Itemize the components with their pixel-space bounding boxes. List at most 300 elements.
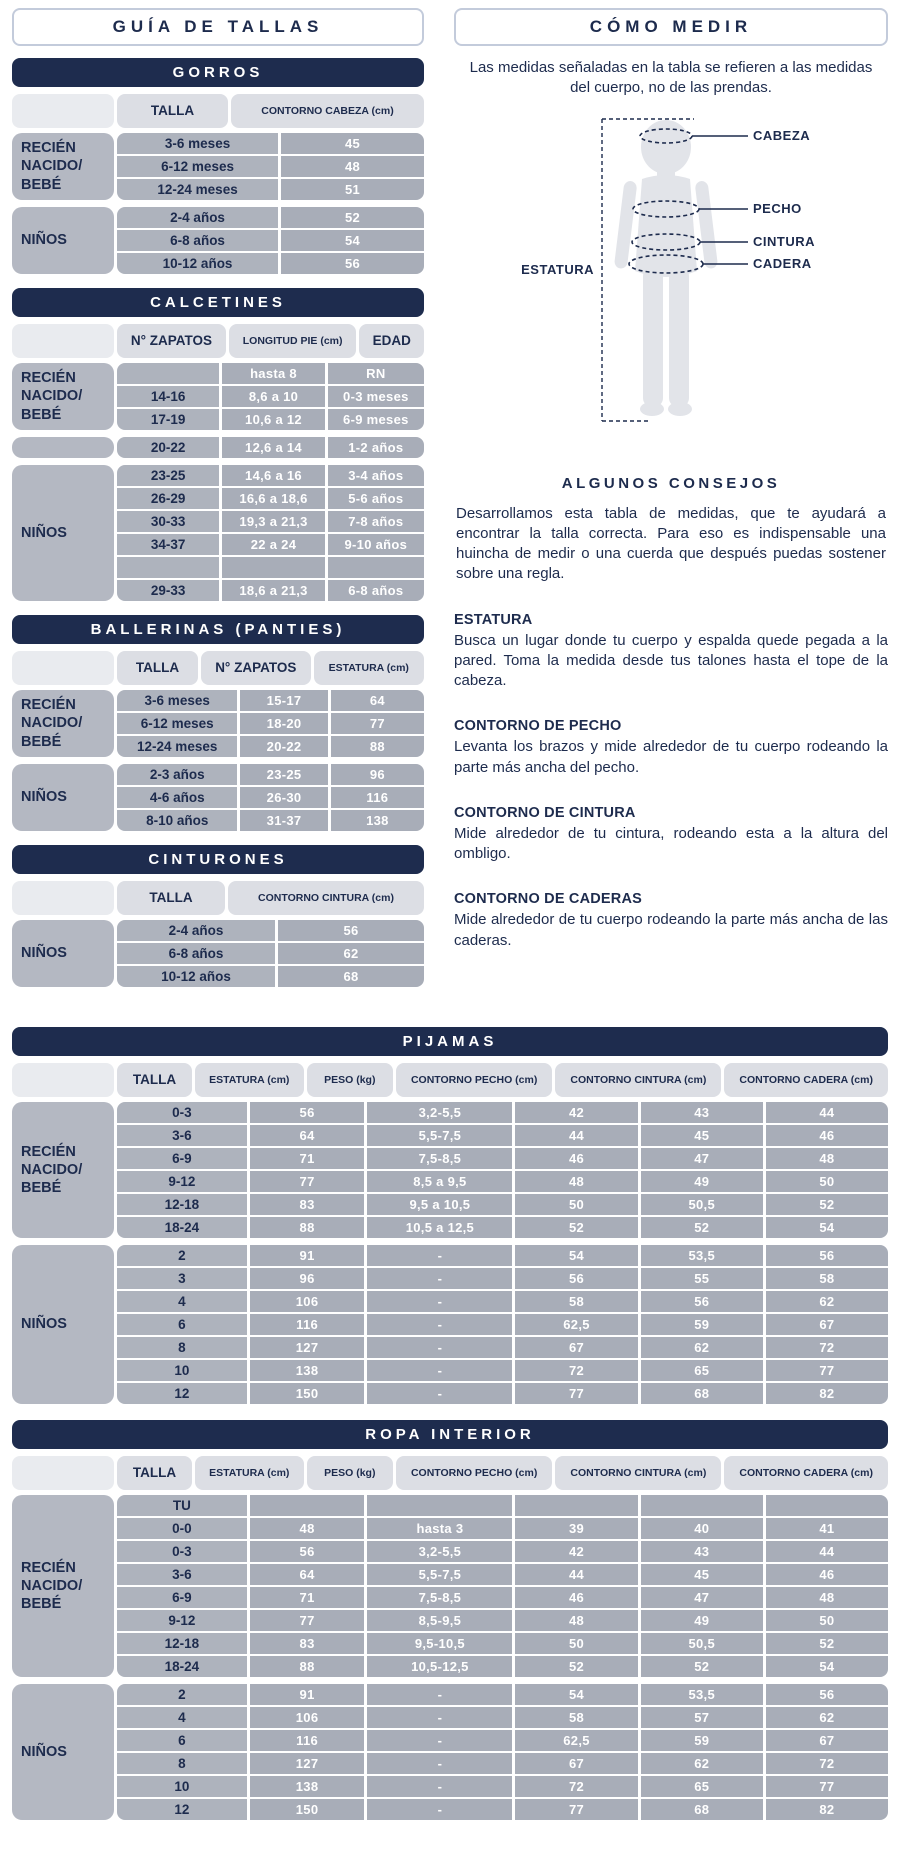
group-rows (117, 207, 424, 274)
value-cell: 10,5-12,5 (367, 1656, 512, 1677)
size-cell: 3-6 (117, 1125, 247, 1146)
table-row (117, 1684, 888, 1705)
value-cell: 88 (250, 1217, 365, 1238)
value-cell: 71 (250, 1148, 365, 1169)
size-cell: 3 (117, 1268, 247, 1289)
value-cell: 1-2 años (328, 437, 424, 458)
value-cell: 9-10 años (328, 534, 424, 555)
value-cell: 67 (515, 1753, 637, 1774)
table-group (12, 690, 424, 757)
size-table-ropa-interior (12, 1420, 888, 1820)
table-title-ballerinas: BALLERINAS (PANTIES) (12, 615, 424, 644)
value-cell: 127 (250, 1753, 365, 1774)
value-cell: 58 (766, 1268, 888, 1289)
size-cell: 10-12 años (117, 966, 275, 987)
table-row (117, 764, 424, 785)
table-row (117, 1799, 888, 1820)
table-title-calcetines: CALCETINES (12, 288, 424, 317)
column-header: PESO (kg) (307, 1456, 393, 1490)
size-cell: 0-0 (117, 1518, 247, 1539)
value-cell: 56 (278, 920, 424, 941)
value-cell: 23-25 (240, 764, 327, 785)
value-cell: 77 (515, 1383, 637, 1404)
value-cell: 83 (250, 1633, 365, 1654)
value-cell: 16,6 a 18,6 (222, 488, 324, 509)
column-header: ESTATURA (cm) (195, 1456, 304, 1490)
value-cell: 68 (278, 966, 424, 987)
value-cell: 39 (515, 1518, 637, 1539)
value-cell: 3-4 años (328, 465, 424, 486)
column-header: CONTORNO CADERA (cm) (724, 1063, 888, 1097)
size-cell: 8 (117, 1753, 247, 1774)
value-cell: 82 (766, 1383, 888, 1404)
table-group (12, 1245, 888, 1404)
value-cell: 65 (641, 1776, 763, 1797)
value-cell: - (367, 1730, 512, 1751)
group-rows (117, 133, 424, 200)
value-cell: 10,5 a 12,5 (367, 1217, 512, 1238)
table-group (12, 764, 424, 831)
table-corner-cell (12, 94, 114, 128)
value-cell: 52 (515, 1656, 637, 1677)
column-header: ESTATURA (cm) (314, 651, 424, 685)
value-cell: 50 (515, 1194, 637, 1215)
child-silhouette-figure (456, 109, 886, 461)
table-header-row (12, 1456, 888, 1490)
group-label: RECIÉN NACIDO/ BEBÉ (12, 690, 114, 757)
table-row (117, 1291, 888, 1312)
size-cell: 20-22 (117, 437, 219, 458)
table-row (117, 1656, 888, 1677)
value-cell: 45 (641, 1125, 763, 1146)
table-header-row (12, 324, 424, 358)
value-cell: 47 (641, 1587, 763, 1608)
value-cell: 116 (250, 1730, 365, 1751)
table-row (117, 1633, 888, 1654)
column-header: CONTORNO CINTURA (cm) (555, 1063, 721, 1097)
size-table-ballerinas (12, 615, 424, 831)
value-cell: 62,5 (515, 1314, 637, 1335)
size-table-pijamas (12, 1027, 888, 1404)
size-cell: 0-3 (117, 1541, 247, 1562)
table-row (117, 713, 424, 734)
value-cell (328, 557, 424, 578)
value-cell: 54 (515, 1684, 637, 1705)
value-cell (641, 1495, 763, 1516)
cadera-label: CADERA (753, 255, 812, 271)
value-cell: 138 (250, 1360, 365, 1381)
value-cell: - (367, 1337, 512, 1358)
size-cell: 6-8 años (117, 230, 278, 251)
value-cell: 106 (250, 1291, 365, 1312)
pecho-label: PECHO (753, 200, 802, 216)
table-header-row (12, 1063, 888, 1097)
value-cell: 52 (641, 1656, 763, 1677)
measure-section-heading: CONTORNO DE PECHO (454, 718, 622, 735)
size-cell: 6 (117, 1314, 247, 1335)
value-cell: 31-37 (240, 810, 327, 831)
value-cell: 127 (250, 1337, 365, 1358)
table-row (117, 557, 424, 578)
table-row (117, 1776, 888, 1797)
tips-text: Desarrollamos esta tabla de medidas, que te ayudará a encontrar la talla correcta. Para eso es indispensable una huincha de medir o una cuerda que después puedas sostener sobre una regla. (456, 504, 886, 583)
table-group (12, 207, 424, 274)
table-row (117, 534, 424, 555)
size-cell: 26-29 (117, 488, 219, 509)
table-row (117, 1194, 888, 1215)
value-cell: 5-6 años (328, 488, 424, 509)
size-cell: 30-33 (117, 511, 219, 532)
column-header: ESTATURA (cm) (195, 1063, 304, 1097)
table-row (117, 690, 424, 711)
table-row (117, 1610, 888, 1631)
value-cell: 43 (641, 1102, 763, 1123)
table-corner-cell (12, 881, 114, 915)
value-cell: 20-22 (240, 736, 327, 757)
table-row (117, 1148, 888, 1169)
value-cell: 50 (515, 1633, 637, 1654)
value-cell: 77 (250, 1610, 365, 1631)
table-group (12, 920, 424, 987)
column-header: CONTORNO PECHO (cm) (396, 1063, 552, 1097)
table-corner-cell (12, 1063, 114, 1097)
table-row (117, 1564, 888, 1585)
measure-section-cintura (454, 805, 888, 865)
value-cell: 116 (331, 787, 424, 808)
table-row (117, 511, 424, 532)
value-cell: 8,5 a 9,5 (367, 1171, 512, 1192)
table-group (12, 437, 424, 458)
value-cell: 26-30 (240, 787, 327, 808)
value-cell: 71 (250, 1587, 365, 1608)
value-cell: 42 (515, 1102, 637, 1123)
column-header: N° ZAPATOS (117, 324, 226, 358)
value-cell: 18,6 a 21,3 (222, 580, 324, 601)
value-cell: 77 (766, 1360, 888, 1381)
value-cell: 77 (766, 1776, 888, 1797)
value-cell: 83 (250, 1194, 365, 1215)
table-row (117, 1102, 888, 1123)
column-header: LONGITUD PIE (cm) (229, 324, 357, 358)
value-cell: 77 (515, 1799, 637, 1820)
column-header: CONTORNO CABEZA (cm) (231, 94, 424, 128)
size-cell: 8 (117, 1337, 247, 1358)
value-cell: 72 (766, 1753, 888, 1774)
group-label: NIÑOS (12, 764, 114, 831)
value-cell: 8,6 a 10 (222, 386, 324, 407)
table-group (12, 133, 424, 200)
value-cell: 62,5 (515, 1730, 637, 1751)
value-cell: 41 (766, 1518, 888, 1539)
group-rows (117, 465, 424, 601)
table-header-row (12, 881, 424, 915)
value-cell: hasta 3 (367, 1518, 512, 1539)
value-cell: 50,5 (641, 1633, 763, 1654)
table-row (117, 1518, 888, 1539)
value-cell: 64 (250, 1125, 365, 1146)
measure-section-heading: CONTORNO DE CADERAS (454, 891, 643, 908)
value-cell: 72 (515, 1360, 637, 1381)
column-header: CONTORNO PECHO (cm) (396, 1456, 552, 1490)
value-cell: 53,5 (641, 1684, 763, 1705)
group-rows (117, 1245, 888, 1404)
table-row (117, 133, 424, 154)
size-cell: 9-12 (117, 1610, 247, 1631)
value-cell: 6-9 meses (328, 409, 424, 430)
table-row (117, 1383, 888, 1404)
group-label (12, 437, 114, 458)
value-cell: - (367, 1684, 512, 1705)
table-row (117, 230, 424, 251)
measure-section-heading: CONTORNO DE CINTURA (454, 804, 636, 821)
value-cell: 50 (766, 1610, 888, 1631)
value-cell: 56 (641, 1291, 763, 1312)
value-cell: 54 (766, 1656, 888, 1677)
value-cell: 64 (331, 690, 424, 711)
value-cell (222, 557, 324, 578)
value-cell: 56 (250, 1541, 365, 1562)
value-cell: 45 (281, 133, 424, 154)
table-corner-cell (12, 651, 114, 685)
group-rows (117, 764, 424, 831)
value-cell: 54 (515, 1245, 637, 1266)
column-header: N° ZAPATOS (201, 651, 311, 685)
table-corner-cell (12, 324, 114, 358)
column-header: TALLA (117, 94, 228, 128)
measure-section-text: Busca un lugar donde tu cuerpo y espalda quede pegada a la pared. Toma la medida desde tus talones hasta el tope de la cabeza. (454, 631, 888, 689)
value-cell: 82 (766, 1799, 888, 1820)
column-header: CONTORNO CADERA (cm) (724, 1456, 888, 1490)
group-label: RECIÉN NACIDO/ BEBÉ (12, 1495, 114, 1677)
column-header: TALLA (117, 1063, 192, 1097)
table-row (117, 1125, 888, 1146)
how-to-measure-title: CÓMO MEDIR (454, 8, 888, 46)
value-cell: 50,5 (641, 1194, 763, 1215)
value-cell: 48 (281, 156, 424, 177)
measure-section-pecho (454, 718, 888, 778)
table-row (117, 156, 424, 177)
value-cell: - (367, 1360, 512, 1381)
value-cell: 46 (766, 1564, 888, 1585)
value-cell: 44 (766, 1541, 888, 1562)
size-cell: 12-24 meses (117, 179, 278, 200)
value-cell: 72 (515, 1776, 637, 1797)
value-cell: hasta 8 (222, 363, 324, 384)
group-rows (117, 920, 424, 987)
table-header-row (12, 651, 424, 685)
value-cell: 150 (250, 1383, 365, 1404)
value-cell: 5,5-7,5 (367, 1125, 512, 1146)
measure-intro-text: Las medidas señaladas en la tabla se refieren a las medidas del cuerpo, no de las prendas. (469, 59, 873, 97)
size-cell: 6-9 (117, 1587, 247, 1608)
table-row (117, 943, 424, 964)
size-cell: 18-24 (117, 1217, 247, 1238)
size-cell: 3-6 meses (117, 133, 278, 154)
group-rows (117, 690, 424, 757)
value-cell: 54 (281, 230, 424, 251)
size-cell: 2 (117, 1684, 247, 1705)
value-cell: 52 (515, 1217, 637, 1238)
group-label: NIÑOS (12, 1245, 114, 1404)
value-cell: 91 (250, 1684, 365, 1705)
body-measurement-diagram (454, 109, 888, 461)
group-label: RECIÉN NACIDO/ BEBÉ (12, 1102, 114, 1238)
size-cell: 14-16 (117, 386, 219, 407)
table-title-ropa_interior: ROPA INTERIOR (12, 1420, 888, 1449)
table-row (117, 1337, 888, 1358)
value-cell: RN (328, 363, 424, 384)
table-row (117, 1753, 888, 1774)
value-cell: 40 (641, 1518, 763, 1539)
size-cell: 4 (117, 1707, 247, 1728)
value-cell (250, 1495, 365, 1516)
table-group (12, 465, 424, 601)
table-row (117, 465, 424, 486)
table-group (12, 1102, 888, 1238)
group-label: RECIÉN NACIDO/ BEBÉ (12, 133, 114, 200)
value-cell: 52 (641, 1217, 763, 1238)
value-cell: 48 (515, 1171, 637, 1192)
measure-section-caderas (454, 891, 888, 951)
table-row (117, 1587, 888, 1608)
table-row (117, 966, 424, 987)
group-label: NIÑOS (12, 465, 114, 601)
size-cell: 2-4 años (117, 920, 275, 941)
value-cell: 5,5-7,5 (367, 1564, 512, 1585)
group-label: NIÑOS (12, 207, 114, 274)
size-cell: 6-12 meses (117, 156, 278, 177)
value-cell: 15-17 (240, 690, 327, 711)
value-cell: 62 (641, 1337, 763, 1358)
value-cell: 96 (250, 1268, 365, 1289)
value-cell: 56 (766, 1245, 888, 1266)
value-cell: 46 (515, 1587, 637, 1608)
value-cell: 57 (641, 1707, 763, 1728)
table-title-gorros: GORROS (12, 58, 424, 87)
value-cell: - (367, 1314, 512, 1335)
value-cell: 56 (515, 1268, 637, 1289)
size-cell: 4-6 años (117, 787, 237, 808)
size-cell: 8-10 años (117, 810, 237, 831)
value-cell: 62 (278, 943, 424, 964)
column-header: CONTORNO CINTURA (cm) (228, 881, 424, 915)
cabeza-label: CABEZA (753, 127, 811, 143)
value-cell: 58 (515, 1291, 637, 1312)
size-cell: 12 (117, 1383, 247, 1404)
value-cell: 9,5 a 10,5 (367, 1194, 512, 1215)
value-cell: 6-8 años (328, 580, 424, 601)
value-cell: 43 (641, 1541, 763, 1562)
value-cell: 50 (766, 1171, 888, 1192)
value-cell (766, 1495, 888, 1516)
table-row (117, 207, 424, 228)
value-cell: 77 (250, 1171, 365, 1192)
size-cell: 12-18 (117, 1633, 247, 1654)
value-cell: 116 (250, 1314, 365, 1335)
value-cell: 52 (766, 1633, 888, 1654)
value-cell (515, 1495, 637, 1516)
group-rows (117, 363, 424, 430)
value-cell: 77 (331, 713, 424, 734)
table-row (117, 488, 424, 509)
table-row (117, 1171, 888, 1192)
value-cell: 91 (250, 1245, 365, 1266)
value-cell: 55 (641, 1268, 763, 1289)
value-cell: 53,5 (641, 1245, 763, 1266)
value-cell: 138 (331, 810, 424, 831)
size-cell: 4 (117, 1291, 247, 1312)
group-label: RECIÉN NACIDO/ BEBÉ (12, 363, 114, 430)
table-row (117, 363, 424, 384)
size-cell: 12 (117, 1799, 247, 1820)
group-rows (117, 437, 424, 458)
value-cell: 56 (281, 253, 424, 274)
size-cell: 6 (117, 1730, 247, 1751)
size-cell: 23-25 (117, 465, 219, 486)
value-cell: 0-3 meses (328, 386, 424, 407)
top-two-column-area (12, 8, 888, 1001)
value-cell: 54 (766, 1217, 888, 1238)
child-silhouette (614, 120, 718, 416)
size-cell: 9-12 (117, 1171, 247, 1192)
estatura-label: ESTATURA (521, 261, 594, 277)
measure-section-text: Mide alrededor de tu cuerpo rodeando la parte más ancha de las caderas. (454, 911, 888, 949)
size-cell: 10 (117, 1360, 247, 1381)
page-title: GUÍA DE TALLAS (12, 8, 424, 46)
table-row (117, 787, 424, 808)
size-table-calcetines (12, 288, 424, 601)
value-cell: - (367, 1245, 512, 1266)
size-table-gorros (12, 58, 424, 274)
column-header: EDAD (359, 324, 424, 358)
value-cell: 62 (766, 1291, 888, 1312)
value-cell: 46 (515, 1148, 637, 1169)
value-cell: 88 (331, 736, 424, 757)
size-cell: 2-3 años (117, 764, 237, 785)
size-cell: 12-18 (117, 1194, 247, 1215)
table-row (117, 810, 424, 831)
size-cell: 10-12 años (117, 253, 278, 274)
value-cell: 12,6 a 14 (222, 437, 324, 458)
value-cell: 96 (331, 764, 424, 785)
value-cell: 62 (766, 1707, 888, 1728)
group-label: NIÑOS (12, 920, 114, 987)
size-cell: 2-4 años (117, 207, 278, 228)
value-cell: 19,3 a 21,3 (222, 511, 324, 532)
group-label: NIÑOS (12, 1684, 114, 1820)
size-cell: 3-6 meses (117, 690, 237, 711)
value-cell (367, 1495, 512, 1516)
column-header: PESO (kg) (307, 1063, 393, 1097)
value-cell: 44 (515, 1564, 637, 1585)
table-row (117, 1314, 888, 1335)
size-cell: 6-12 meses (117, 713, 237, 734)
value-cell: 56 (766, 1684, 888, 1705)
table-row (117, 253, 424, 274)
value-cell: 65 (641, 1360, 763, 1381)
table-row (117, 409, 424, 430)
group-rows (117, 1102, 888, 1238)
value-cell: 10,6 a 12 (222, 409, 324, 430)
value-cell: 8,5-9,5 (367, 1610, 512, 1631)
size-cell: 34-37 (117, 534, 219, 555)
value-cell: 47 (641, 1148, 763, 1169)
table-corner-cell (12, 1456, 114, 1490)
table-row (117, 1707, 888, 1728)
table-row (117, 920, 424, 941)
value-cell: - (367, 1707, 512, 1728)
value-cell: 48 (766, 1148, 888, 1169)
